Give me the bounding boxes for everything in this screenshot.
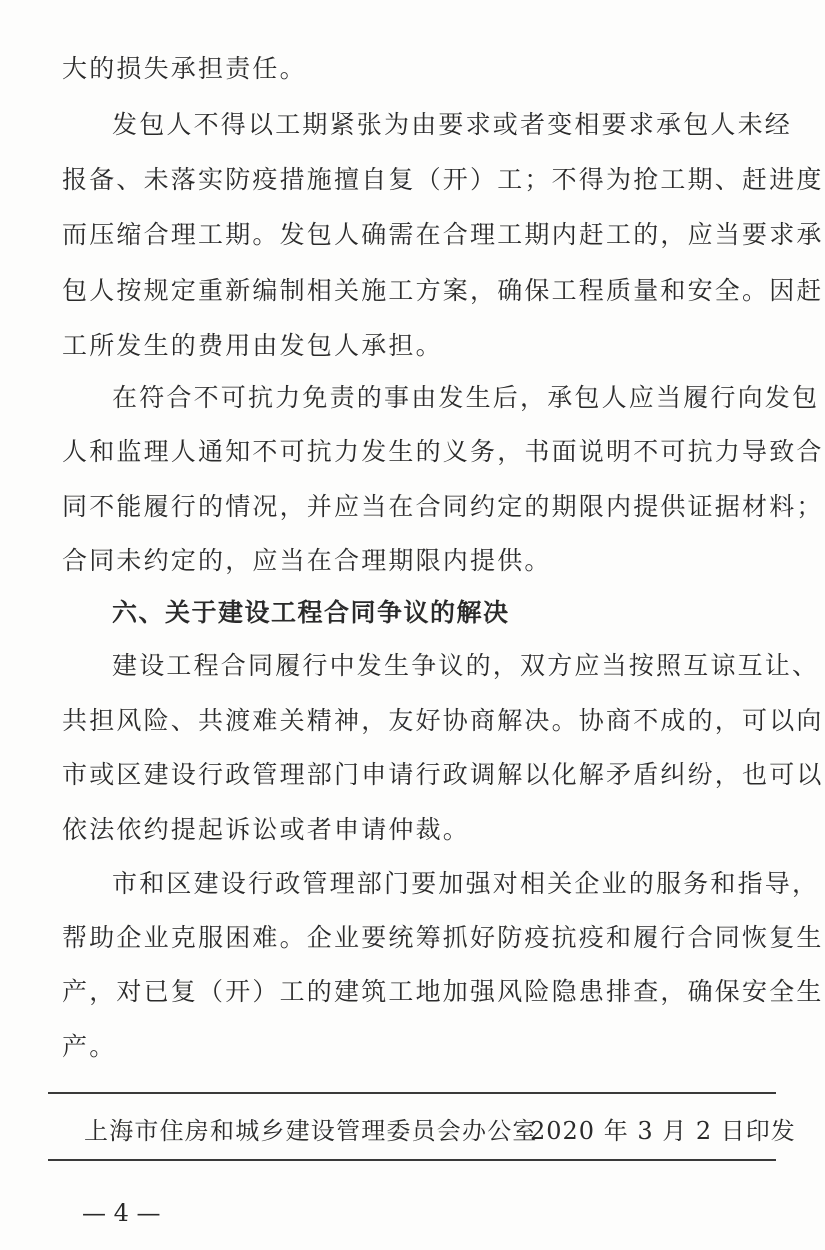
body-line: 报备、未落实防疫措施擅自复（开）工；不得为抢工期、赶进度	[62, 165, 824, 194]
body-line: 产，对已复（开）工的建筑工地加强风险隐患排查，确保安全生	[62, 977, 824, 1006]
footer-top-rule	[48, 1092, 776, 1094]
issue-date: 2020 年 3 月 2 日印发	[530, 1117, 796, 1145]
body-line: 而压缩合理工期。发包人确需在合理工期内赶工的，应当要求承	[62, 220, 824, 249]
body-line: 帮助企业克服困难。企业要统筹抓好防疫抗疫和履行合同恢复生	[62, 923, 824, 952]
section-heading: 六、关于建设工程合同争议的解决	[112, 598, 510, 627]
body-line: 产。	[62, 1032, 117, 1061]
body-line: 依法依约提起诉讼或者申请仲裁。	[62, 815, 471, 844]
body-line: 工所发生的费用由发包人承担。	[62, 331, 443, 360]
body-line: 建设工程合同履行中发生争议的，双方应当按照互谅互让、	[112, 651, 820, 680]
footer-bottom-rule	[48, 1159, 776, 1161]
body-line: 市和区建设行政管理部门要加强对相关企业的服务和指导，	[112, 869, 820, 898]
body-line: 发包人不得以工期紧张为由要求或者变相要求承包人未经	[112, 110, 793, 139]
body-line: 在符合不可抗力免责的事由发生后，承包人应当履行向发包	[112, 383, 820, 412]
body-line: 市或区建设行政管理部门申请行政调解以化解矛盾纠纷，也可以	[62, 760, 824, 789]
issuer-name: 上海市住房和城乡建设管理委员会办公室	[84, 1117, 538, 1145]
body-line: 同不能履行的情况，并应当在合同约定的期限内提供证据材料；	[62, 492, 824, 521]
body-line: 大的损失承担责任。	[62, 54, 307, 83]
body-line: 人和监理人通知不可抗力发生的义务，书面说明不可抗力导致合	[62, 437, 824, 466]
body-line: 合同未约定的，应当在合理期限内提供。	[62, 546, 552, 575]
page-number: — 4 —	[82, 1199, 161, 1227]
body-line: 包人按规定重新编制相关施工方案，确保工程质量和安全。因赶	[62, 276, 824, 305]
body-line: 共担风险、共渡难关精神，友好协商解决。协商不成的，可以向	[62, 706, 824, 735]
